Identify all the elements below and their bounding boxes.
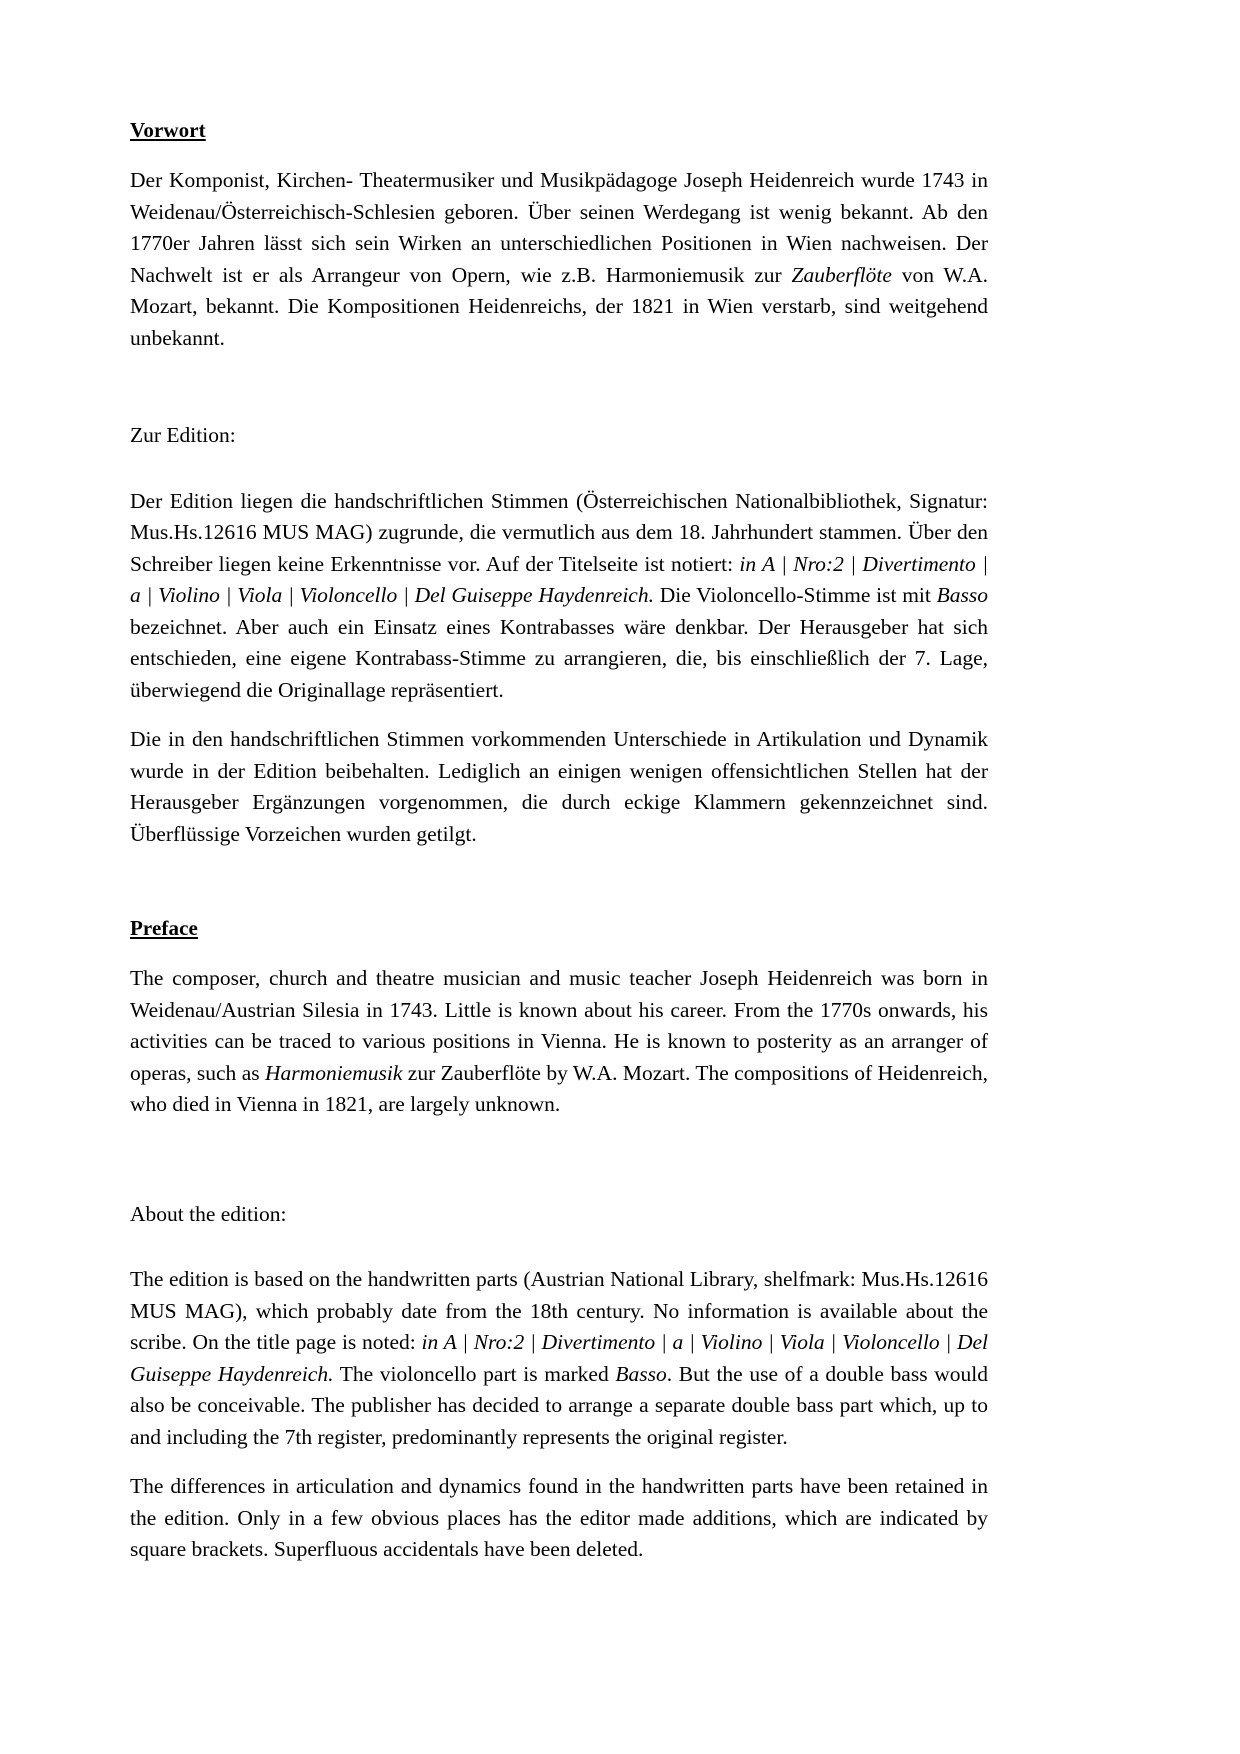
- paragraph-vorwort-1: Der Komponist, Kirchen- Theatermusiker und Musikpädagoge Joseph Heidenreich wurde 1743 in Weidenau/Österreichisch-Schlesien geboren. Über seinen Werdegang ist wenig bekannt. Ab den 1770er Jahren lässt sich sein Wirken an unterschiedlichen Positionen in Wien nachweisen. Der Nachwelt ist er als Arrangeur von Opern, wie z.B. Harmoniemusik zur Zauberflöte von W.A. Mozart, bekannt. Die Kompositionen Heidenreichs, der 1821 in Wien verstarb, sind weitgehend unbekannt.: [130, 168, 988, 350]
- paragraph-vorwort-2: Der Edition liegen die handschriftlichen Stimmen (Österreichischen Nationalbibliothek, Signatur: Mus.Hs.12616 MUS MAG) zugrunde, die vermutlich aus dem 18. Jahrhundert stammen. Über den Schreiber liegen keine Erkenntnisse vor. Auf der Titelseite ist notiert: in A | Nro:2 | Divertimento | a | Violino | Viola | Violoncello | Del Guiseppe Haydenreich. Die Violoncello-Stimme ist mit Basso bezeichnet. Aber auch ein Einsatz eines Kontrabasses wäre denkbar. Der Herausgeber hat sich entschieden, eine eigene Kontrabass-Stimme zu arrangieren, die, bis einschließlich der 7. Lage, überwiegend die Originallage repräsentiert.: [130, 488, 988, 702]
- paragraph-preface-2: The edition is based on the handwritten parts (Austrian National Library, shelfmark: Mus.Hs.12616 MUS MAG), which probably date from the 18th century. No information is available about the scribe. On the title page is noted: in A | Nro:2 | Divertimento | a | Violino | Viola | Violoncello | Del Guiseppe Haydenreich. The violoncello part is marked Basso. But the use of a double bass would also be conceivable. The publisher has decided to arrange a separate double bass part which, up to and including the 7th register, predominantly represents the original register.: [130, 1267, 989, 1449]
- subheading-about-the-edition: About the edition:: [130, 1201, 287, 1226]
- spacer: [130, 850, 988, 916]
- document-page: [130, 118, 988, 1566]
- paragraph-vorwort-3: Die in den handschriftlichen Stimmen vorkommenden Unterschiede in Artikulation und Dynamik wurde in der Edition beibehalten. Lediglich an einigen wenigen offensichtlichen Stellen hat der Herausgeber Ergänzungen vorgenommen, die durch eckige Klammern gekennzeichnet sind. Überflüssige Vorzeichen wurden getilgt.: [130, 727, 988, 846]
- spacer: [130, 372, 988, 420]
- spacer: [130, 1139, 988, 1199]
- spacer: [130, 452, 988, 486]
- paragraph-preface-1: The composer, church and theatre musician and music teacher Joseph Heidenreich was born in Weidenau/Austrian Silesia in 1743. Little is known about his career. From the 1770s onwards, his activities can be traced to various positions in Vienna. He is known to posterity as an arranger of operas, such as Harmoniemusik zur Zauberflöte by W.A. Mozart. The compositions of Heidenreich, who died in Vienna in 1821, are largely unknown.: [130, 966, 988, 1116]
- paragraph-preface-3: The differences in articulation and dynamics found in the handwritten parts have been retained in the edition. Only in a few obvious places has the editor made additions, which are indicated by square brackets. Superfluous accidentals have been deleted.: [130, 1474, 988, 1561]
- section-heading-preface: Preface: [130, 916, 198, 940]
- spacer: [130, 1230, 988, 1264]
- subheading-zur-edition: Zur Edition:: [130, 423, 236, 447]
- section-heading-vorwort: Vorwort: [130, 118, 206, 142]
